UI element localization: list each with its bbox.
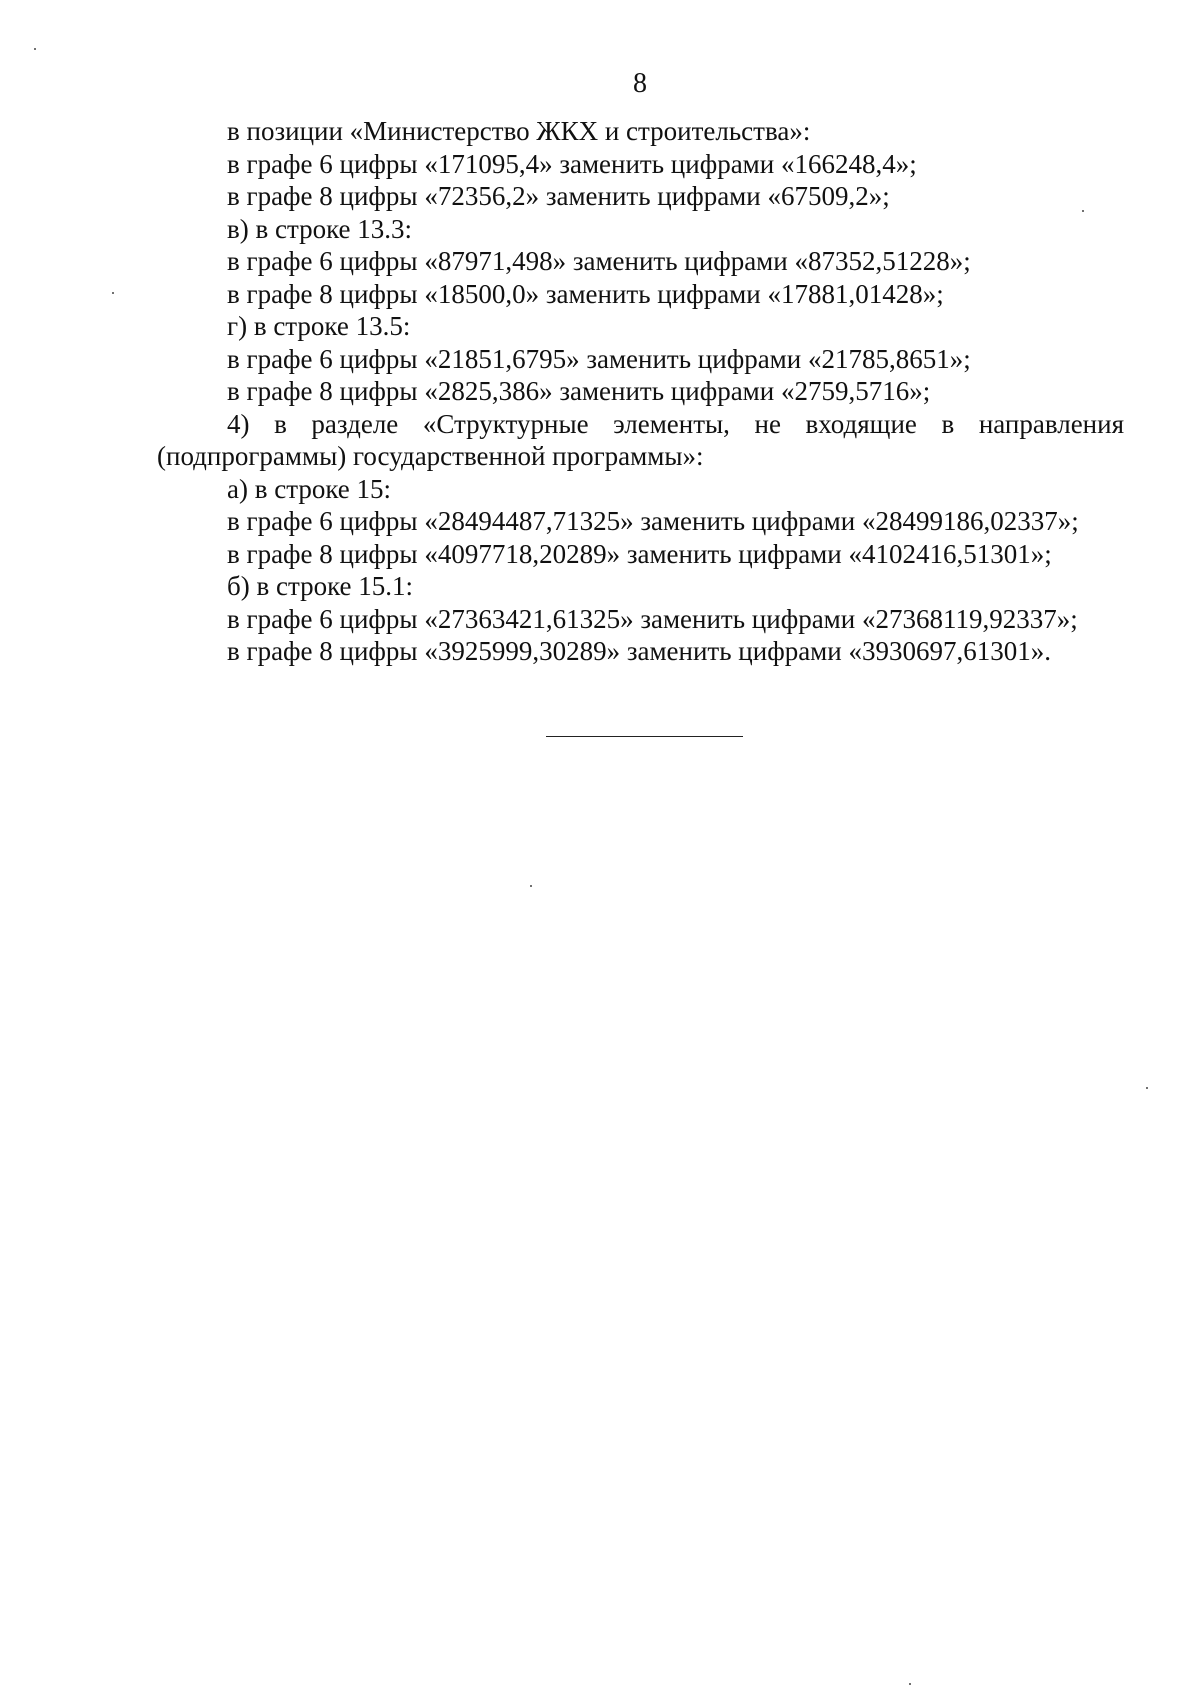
document-body	[157, 115, 1124, 668]
scan-speck	[1082, 210, 1084, 212]
scan-speck	[909, 1683, 911, 1685]
text-line: в позиции «Министерство ЖКХ и строительства»:	[227, 116, 811, 146]
text-line: в графе 8 цифры «2825,386» заменить цифрами «2759,5716»;	[227, 376, 931, 406]
text-line: в графе 6 цифры «28494487,71325» заменить цифрами «28499186,02337»;	[227, 506, 1079, 536]
text-line: в графе 6 цифры «21851,6795» заменить цифрами «21785,8651»;	[227, 343, 971, 374]
text-line: в графе 8 цифры «3925999,30289» заменить цифрами «3930697,61301».	[227, 636, 1051, 666]
scan-speck	[112, 292, 114, 294]
scan-speck	[34, 48, 36, 50]
text-line: б) в строке 15.1:	[227, 571, 414, 601]
text-line: а) в строке 15:	[227, 473, 392, 504]
text-line: в) в строке 13.3:	[227, 213, 413, 244]
text-line: в графе 6 цифры «171095,4» заменить цифрами «166248,4»;	[227, 148, 917, 179]
page-number: 8	[633, 68, 647, 99]
text-line: в графе 8 цифры «4097718,20289» заменить цифрами «4102416,51301»;	[227, 538, 1052, 569]
scan-speck	[1146, 1087, 1148, 1089]
scan-speck	[530, 885, 532, 887]
text-line: в графе 6 цифры «27363421,61325» заменить цифрами «27368119,92337»;	[227, 603, 1078, 634]
text-line: г) в строке 13.5:	[227, 311, 411, 341]
text-line: в графе 8 цифры «18500,0» заменить цифрами «17881,01428»;	[227, 278, 944, 309]
end-separator-line	[546, 736, 743, 737]
section-4-first-line: 4) в разделе «Структурные элементы, не входящие в направления	[227, 408, 1124, 439]
section-4-paragraph	[157, 408, 1124, 473]
section-4-continuation: (подпрограммы) государственной программы»:	[157, 441, 704, 471]
text-line: в графе 8 цифры «72356,2» заменить цифрами «67509,2»;	[227, 181, 890, 211]
text-line: в графе 6 цифры «87971,498» заменить цифрами «87352,51228»;	[227, 246, 971, 276]
